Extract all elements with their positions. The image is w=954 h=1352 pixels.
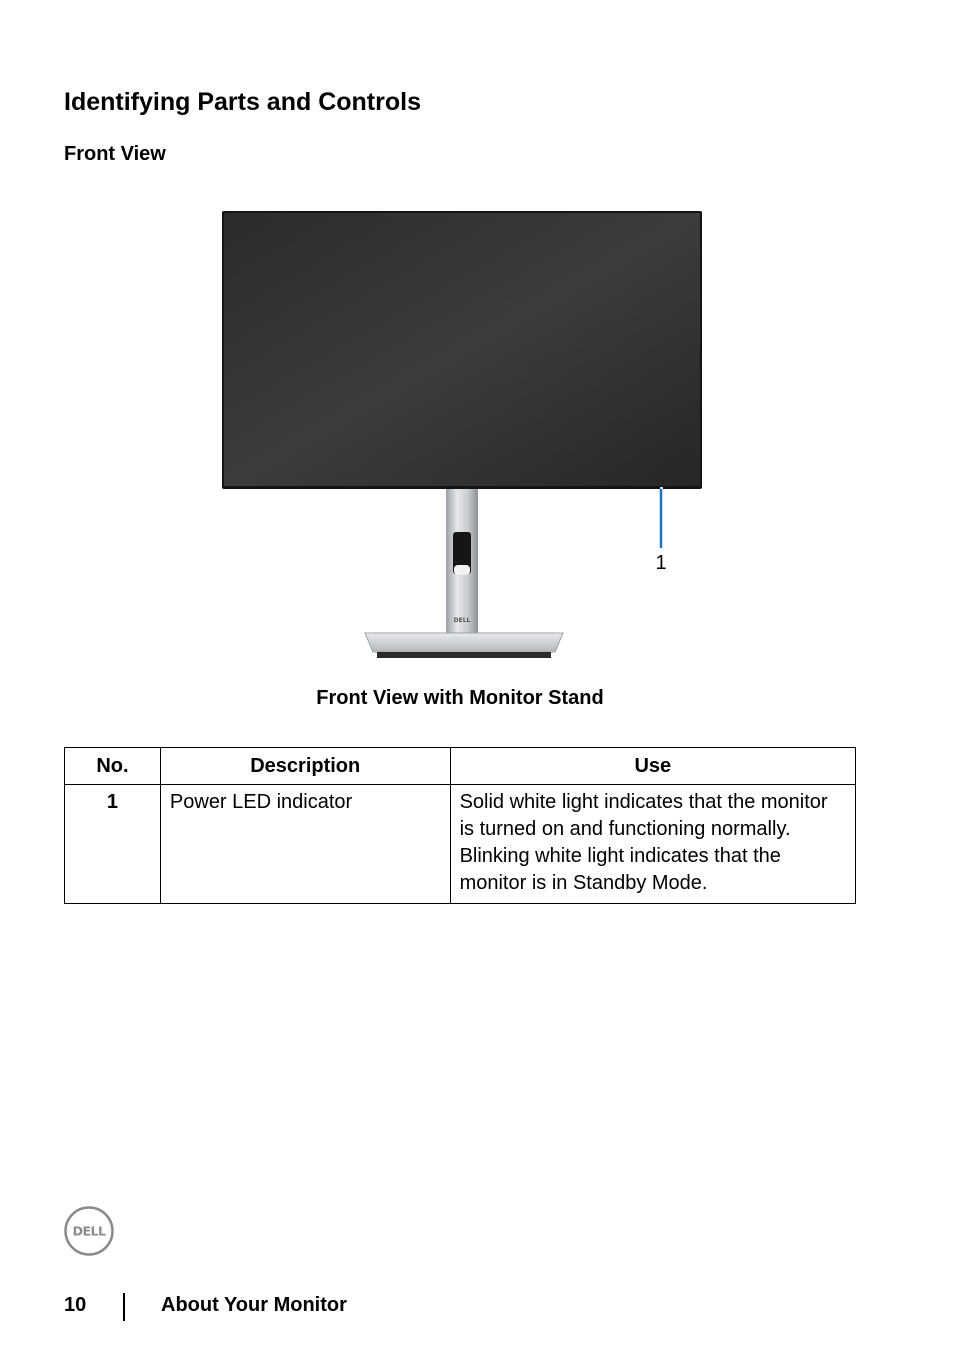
dell-logo-text: DELL [72, 1223, 106, 1239]
table-header-row [65, 748, 856, 785]
stand-brand-text: DELL [453, 617, 471, 624]
column-header-description: Description [160, 748, 450, 785]
monitor-screen [224, 213, 700, 486]
power-led [660, 487, 663, 489]
figure-caption: Front View with Monitor Stand [316, 687, 604, 709]
monitor-front-view-figure [215, 205, 715, 675]
footer-section-title: About Your Monitor [161, 1294, 347, 1316]
parts-table [64, 747, 856, 904]
stand-base-foot [377, 652, 551, 658]
page-number: 10 [64, 1294, 87, 1316]
footer-divider [123, 1293, 125, 1321]
section-subtitle: Front View [64, 143, 166, 165]
stand-base [365, 633, 563, 652]
page-title: Identifying Parts and Controls [64, 88, 421, 116]
column-header-use: Use [450, 748, 855, 785]
dell-logo-icon [63, 1205, 115, 1257]
table-row [65, 785, 856, 904]
cell-description: Power LED indicator [160, 785, 450, 904]
column-header-no: No. [65, 748, 161, 785]
cell-use: Solid white light indicates that the monitor is turned on and functioning normally. Blinking white light indicates that the monitor is in Standby Mode. [450, 785, 855, 904]
callout-label: 1 [655, 552, 667, 574]
cell-no: 1 [65, 785, 161, 904]
monitor-illustration [215, 205, 715, 675]
